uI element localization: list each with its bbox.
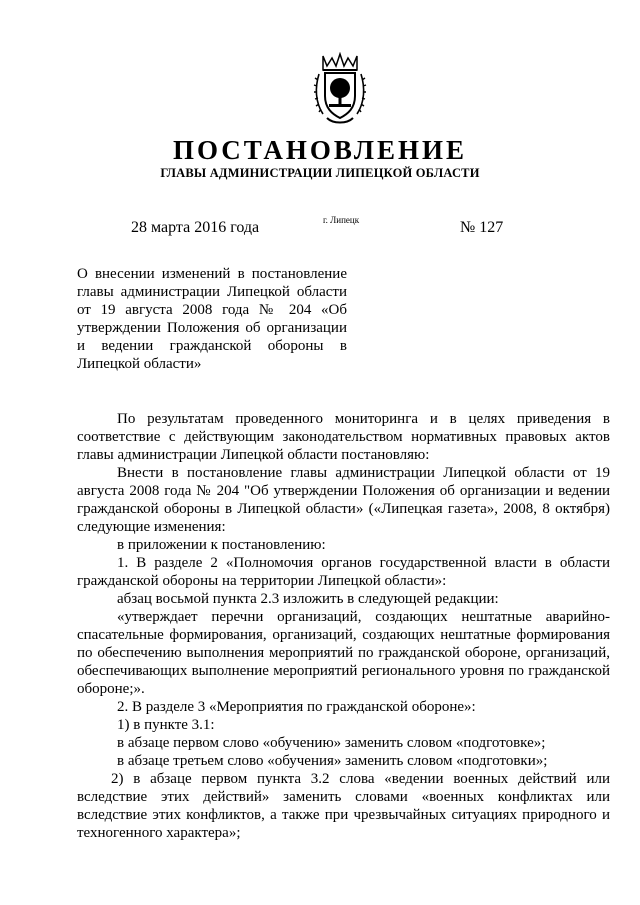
document-city: г. Липецк xyxy=(323,215,360,225)
document-number: № 127 xyxy=(460,219,504,236)
body-paragraph: в приложении к постановлению: xyxy=(117,537,326,553)
subject-line: и ведении гражданской обороны в xyxy=(77,338,347,354)
body-paragraph: Внести в постановление главы администрации Липецкой области от 19 августа 2008 года № 204 "Об утверждении Положения об организации и ведении гражданской обороны в Липецкой области» («Липецкая газета», 2008, 8 октября) следующие изменения: xyxy=(77,465,610,535)
body-paragraph: 1. В разделе 2 «Полномочия органов государственной власти в области гражданской обороны на территории Липецкой области»: xyxy=(77,555,610,589)
body-paragraph: 2. В разделе 3 «Мероприятия по гражданской обороне»: xyxy=(117,699,476,715)
document-date: 28 марта 2016 года xyxy=(131,219,260,236)
document-body xyxy=(77,410,610,842)
coat-of-arms-icon xyxy=(313,52,367,126)
body-paragraph: 1) в пункте 3.1: xyxy=(117,717,215,733)
subject-line: главы администрации Липецкой области xyxy=(77,284,347,300)
body-paragraph: По результатам проведенного мониторинга и в целях приведения в соответствие с действующим законодательством нормативных правовых актов главы администрации Липецкой области постановляю: xyxy=(77,411,610,463)
subject-line: от 19 августа 2008 года № 204 «Об xyxy=(77,302,347,318)
body-paragraph: 2) в абзаце первом пункта 3.2 слова «ведении военных действий или вследствие этих действий» заменить словами «военных конфликтах или вследствие этих конфликтов, а также при чрезвычайных ситуациях природного и техногенного характера»; xyxy=(77,771,610,841)
body-paragraph: «утверждает перечни организаций, создающих нештатные аварийно-спасательные формирования, организаций, создающих нештатные формирования по обеспечению выполнения мероприятий по гражданской обороне, организаций, обеспечивающих выполнение мероприятий регионального уровня по гражданской обороне;». xyxy=(77,609,610,697)
body-paragraph: в абзаце первом слово «обучению» заменить словом «подготовке»; xyxy=(117,735,546,751)
subject-line: О внесении изменений в постановление xyxy=(77,266,347,282)
document-subject xyxy=(77,265,347,373)
subject-line: утверждении Положения об организации xyxy=(77,320,347,336)
document-title: ПОСТАНОВЛЕНИЕ xyxy=(172,135,468,165)
document-subtitle: ГЛАВЫ АДМИНИСТРАЦИИ ЛИПЕЦКОЙ ОБЛАСТИ xyxy=(160,166,480,180)
body-paragraph: абзац восьмой пункта 2.3 изложить в следующей редакции: xyxy=(117,591,499,607)
subject-line: Липецкой области» xyxy=(77,356,202,372)
body-paragraph: в абзаце третьем слово «обучения» заменить словом «подготовки»; xyxy=(117,753,548,769)
